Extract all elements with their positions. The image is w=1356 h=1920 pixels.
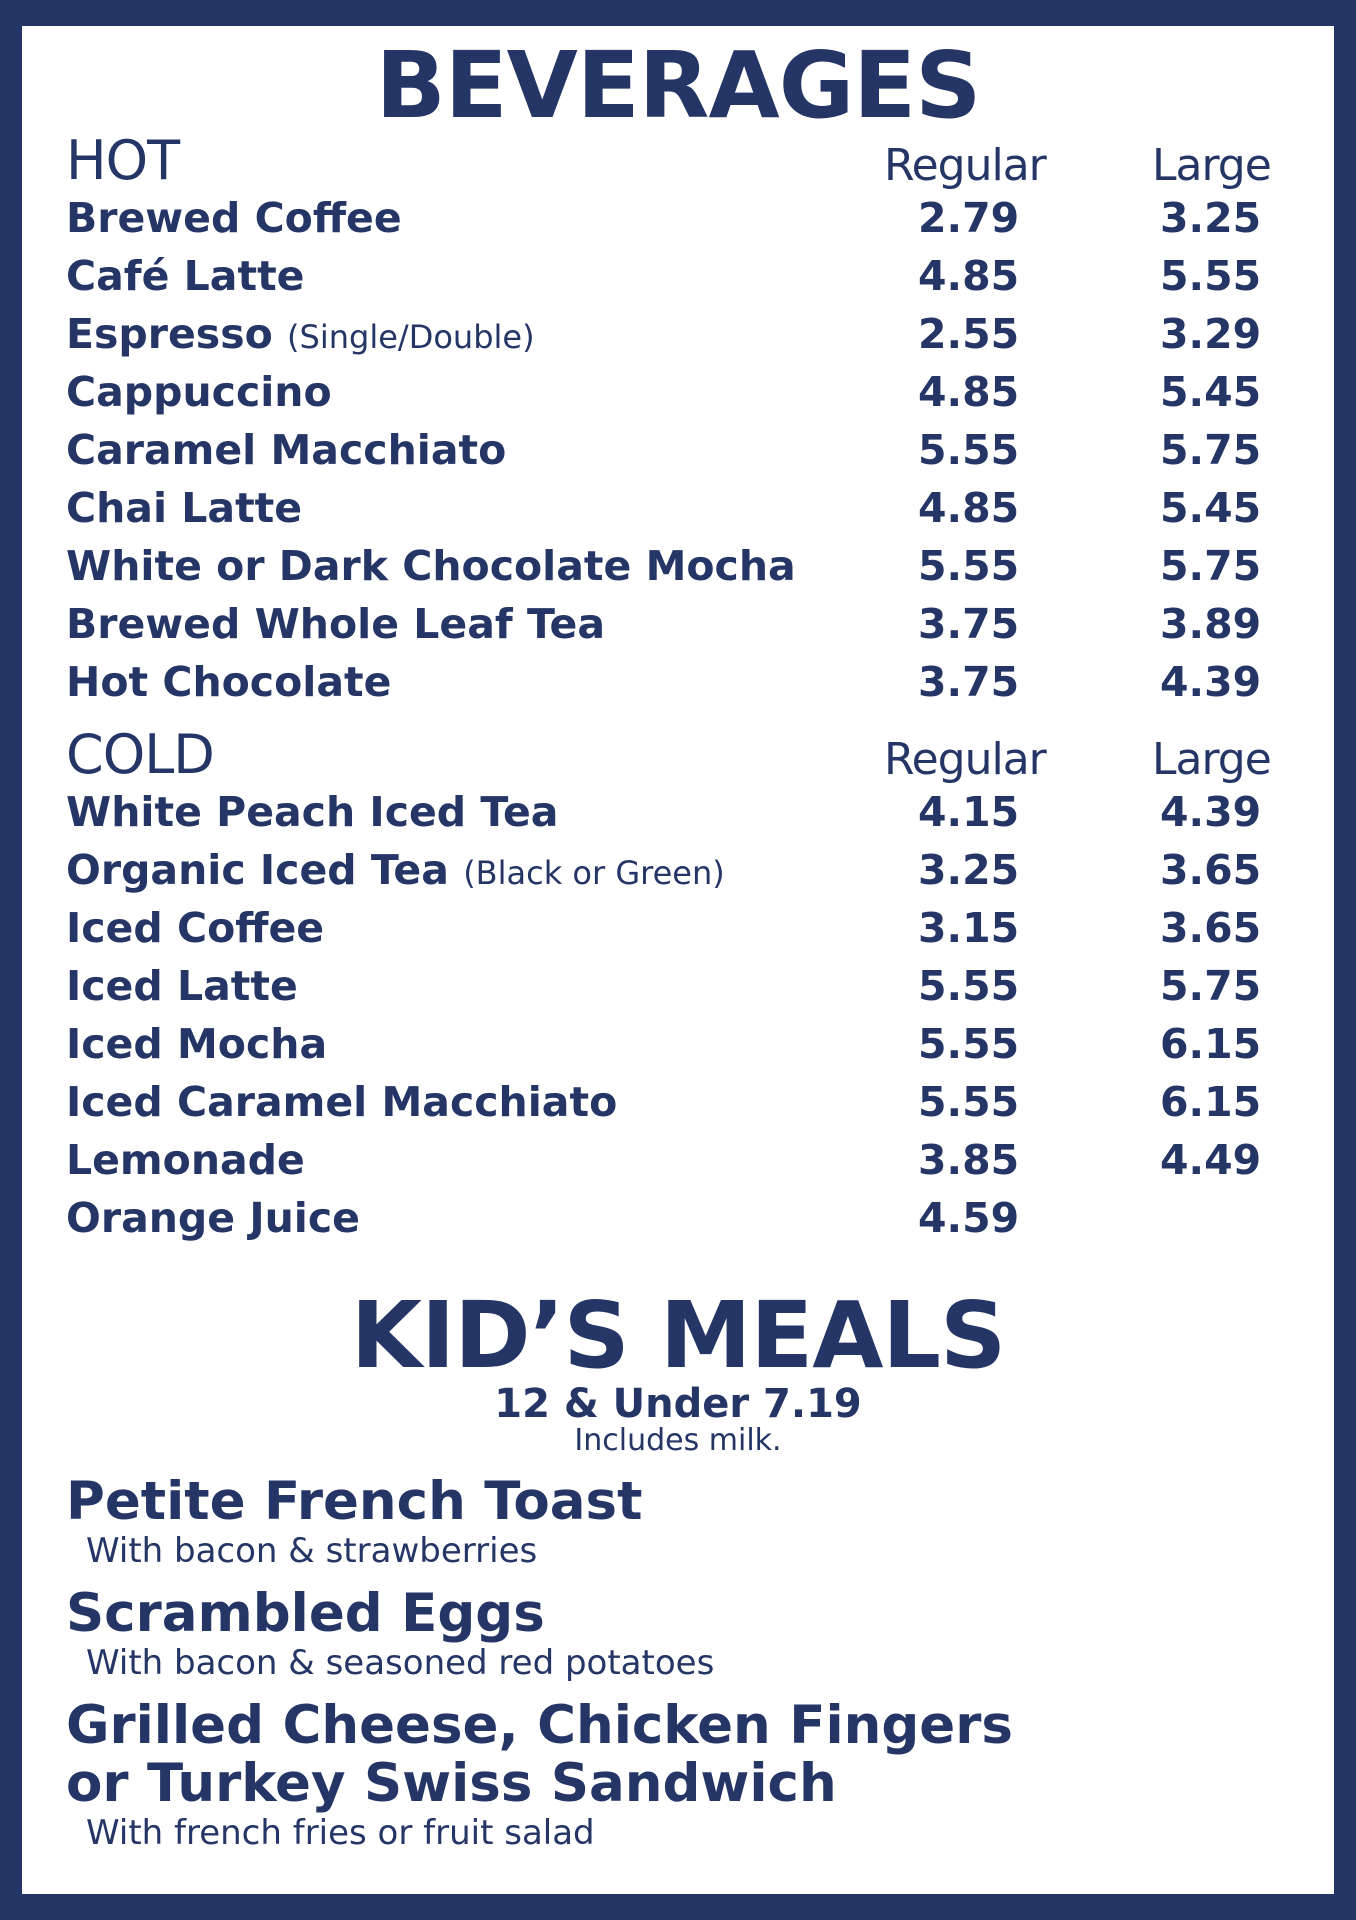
- menu-item-name: [66, 194, 402, 242]
- meal-name: Scrambled Eggs: [66, 1583, 545, 1644]
- price-regular: 4.85: [918, 368, 1020, 416]
- price-regular: 5.55: [918, 426, 1020, 474]
- price-large: 3.65: [1160, 904, 1262, 952]
- price-regular: 4.85: [918, 252, 1020, 300]
- price-large: 4.39: [1160, 788, 1262, 836]
- menu-item-note: (Single/Double): [287, 318, 535, 356]
- price-large: 6.15: [1160, 1078, 1262, 1126]
- menu-item-label: Caramel Macchiato: [66, 426, 507, 474]
- cold-col-large: Large: [1152, 734, 1271, 785]
- menu-item-name: [66, 846, 725, 894]
- price-large: 6.15: [1160, 1020, 1262, 1068]
- menu-item-name: [66, 1078, 618, 1126]
- price-regular: 5.55: [918, 1020, 1020, 1068]
- price-regular: 3.25: [918, 846, 1020, 894]
- meal-name: Grilled Cheese, Chicken Fingers: [66, 1695, 1013, 1756]
- price-large: 3.25: [1160, 194, 1262, 242]
- price-large: 3.89: [1160, 600, 1262, 648]
- price-large: 3.29: [1160, 310, 1262, 358]
- beverages-title: BEVERAGES: [375, 32, 981, 139]
- meal-desc: With french fries or fruit salad: [86, 1813, 595, 1853]
- menu-item-name: [66, 600, 606, 648]
- menu-item-name: [66, 1136, 305, 1184]
- meal-desc: With bacon & seasoned red potatoes: [86, 1643, 715, 1683]
- menu-item-label: Orange Juice: [66, 1194, 360, 1242]
- menu-item-label: Brewed Whole Leaf Tea: [66, 600, 606, 648]
- price-regular: 3.75: [918, 600, 1020, 648]
- menu-item-name: [66, 658, 392, 706]
- menu-item-name: [66, 542, 796, 590]
- price-regular: 2.55: [918, 310, 1020, 358]
- hot-col-large: Large: [1152, 140, 1271, 191]
- meal-name-line2: or Turkey Swiss Sandwich: [66, 1753, 837, 1814]
- menu-item-name: [66, 788, 559, 836]
- kids-note: Includes milk.: [574, 1423, 782, 1458]
- price-large: 5.75: [1160, 542, 1262, 590]
- hot-heading: HOT: [66, 129, 180, 192]
- price-large: 5.45: [1160, 484, 1262, 532]
- menu-item-label: Iced Coffee: [66, 904, 325, 952]
- menu-item-label: Organic Iced Tea: [66, 846, 449, 894]
- price-regular: 4.15: [918, 788, 1020, 836]
- price-large: 4.49: [1160, 1136, 1262, 1184]
- price-regular: 4.85: [918, 484, 1020, 532]
- menu-item-label: Iced Caramel Macchiato: [66, 1078, 618, 1126]
- menu-item-note: (Black or Green): [463, 854, 725, 892]
- menu-item-label: Lemonade: [66, 1136, 305, 1184]
- price-regular: 3.85: [918, 1136, 1020, 1184]
- menu-item-name: [66, 1020, 328, 1068]
- menu-item-label: Espresso: [66, 310, 273, 358]
- price-regular: 4.59: [918, 1194, 1020, 1242]
- price-large: 5.75: [1160, 962, 1262, 1010]
- menu-item-label: White or Dark Chocolate Mocha: [66, 542, 796, 590]
- meal-name: Petite French Toast: [66, 1471, 643, 1532]
- menu-item-label: Cappuccino: [66, 368, 332, 416]
- price-large: 4.39: [1160, 658, 1262, 706]
- menu-item-label: Café Latte: [66, 252, 305, 300]
- menu-item-name: [66, 252, 305, 300]
- menu-item-name: [66, 904, 325, 952]
- menu-item-label: White Peach Iced Tea: [66, 788, 559, 836]
- menu-item-name: [66, 1194, 360, 1242]
- menu-item-label: Iced Mocha: [66, 1020, 328, 1068]
- price-large: 5.55: [1160, 252, 1262, 300]
- price-regular: 5.55: [918, 962, 1020, 1010]
- hot-col-regular: Regular: [884, 140, 1046, 191]
- price-large: 5.75: [1160, 426, 1262, 474]
- price-large: 5.45: [1160, 368, 1262, 416]
- price-regular: 3.75: [918, 658, 1020, 706]
- menu-page: [22, 26, 1334, 1894]
- menu-item-name: [66, 310, 535, 358]
- price-regular: 2.79: [918, 194, 1020, 242]
- menu-item-label: Chai Latte: [66, 484, 303, 532]
- price-regular: 3.15: [918, 904, 1020, 952]
- menu-item-label: Hot Chocolate: [66, 658, 392, 706]
- menu-item-name: [66, 962, 298, 1010]
- price-regular: 5.55: [918, 1078, 1020, 1126]
- price-regular: 5.55: [918, 542, 1020, 590]
- meal-desc: With bacon & strawberries: [86, 1531, 538, 1571]
- menu-item-name: [66, 484, 303, 532]
- kids-subtitle: 12 & Under 7.19: [494, 1381, 862, 1427]
- menu-item-label: Iced Latte: [66, 962, 298, 1010]
- cold-col-regular: Regular: [884, 734, 1046, 785]
- menu-item-label: Brewed Coffee: [66, 194, 402, 242]
- menu-item-name: [66, 368, 332, 416]
- price-large: 3.65: [1160, 846, 1262, 894]
- cold-heading: COLD: [66, 723, 214, 786]
- menu-item-name: [66, 426, 507, 474]
- kids-title: KID’S MEALS: [350, 1282, 1006, 1389]
